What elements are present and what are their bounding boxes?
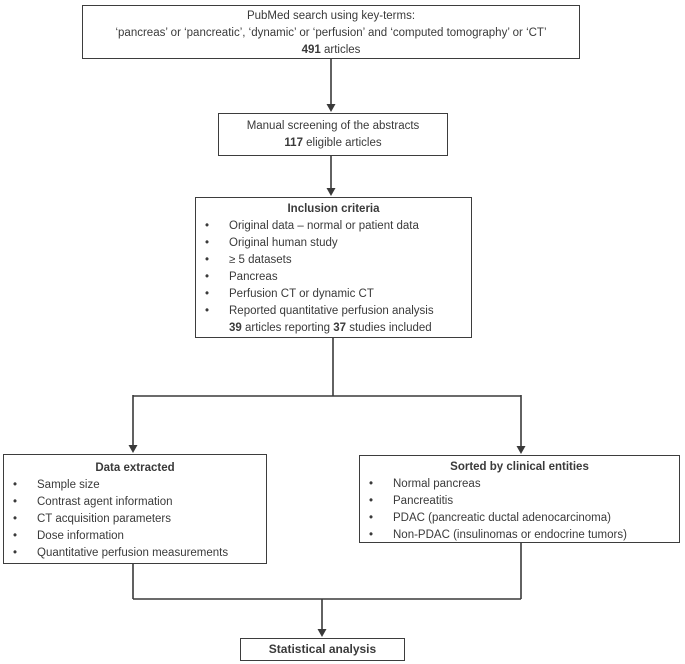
list-item-label: Normal pancreas xyxy=(393,478,481,490)
statistical-analysis-title: Statistical analysis xyxy=(268,642,377,656)
included-study-count: 37 xyxy=(333,322,346,334)
bullet-icon: • xyxy=(13,530,18,542)
list-item xyxy=(4,511,266,528)
list-item xyxy=(196,235,471,252)
list-item-label: Contrast agent information xyxy=(37,496,173,508)
data-extracted-box xyxy=(3,454,267,564)
included-article-count: 39 xyxy=(229,322,242,334)
bullet-icon: • xyxy=(205,220,210,232)
inclusion-result-line xyxy=(229,320,471,337)
inclusion-result-suffix: studies included xyxy=(346,322,432,334)
list-item xyxy=(4,528,266,545)
inclusion-criteria-box xyxy=(195,197,472,338)
bullet-icon: • xyxy=(205,237,210,249)
manual-screening-count-line xyxy=(219,135,447,152)
inclusion-criteria-title: Inclusion criteria xyxy=(287,203,380,215)
list-item-label: Pancreatitis xyxy=(393,495,454,507)
data-extracted-list xyxy=(4,477,266,562)
list-item-label: Dose information xyxy=(37,530,124,542)
bullet-icon: • xyxy=(369,495,374,507)
pubmed-article-count: 491 xyxy=(301,44,321,56)
pubmed-search-count-line xyxy=(83,42,579,59)
bullet-icon: • xyxy=(13,479,18,491)
pubmed-article-count-suffix: articles xyxy=(320,44,361,56)
list-item xyxy=(360,493,679,510)
bullet-icon: • xyxy=(13,547,18,559)
list-item-label: Quantitative perfusion measurements xyxy=(37,547,229,559)
manual-screening-box xyxy=(218,113,448,156)
list-item-label: Sample size xyxy=(37,479,100,491)
pubmed-search-box xyxy=(82,5,580,59)
bullet-icon: • xyxy=(205,254,210,266)
pubmed-search-line1: PubMed search using key-terms: xyxy=(246,10,416,22)
list-item xyxy=(4,494,266,511)
arrowhead-screening-to-inclusion xyxy=(327,188,336,196)
inclusion-criteria-list xyxy=(196,218,471,320)
list-item-label: Original data – normal or patient data xyxy=(229,220,419,232)
list-item-label: Perfusion CT or dynamic CT xyxy=(229,288,374,300)
eligible-article-count-suffix: eligible articles xyxy=(302,137,382,149)
bullet-icon: • xyxy=(13,513,18,525)
bullet-icon: • xyxy=(369,478,374,490)
eligible-article-count: 117 xyxy=(284,137,303,149)
bullet-icon: • xyxy=(205,288,210,300)
inclusion-result-mid: articles reporting xyxy=(241,322,334,334)
list-item xyxy=(196,218,471,235)
bullet-icon: • xyxy=(205,305,210,317)
manual-screening-line1: Manual screening of the abstracts xyxy=(246,120,420,132)
list-item xyxy=(196,252,471,269)
list-item-label: Pancreas xyxy=(229,271,278,283)
list-item-label: Non-PDAC (insulinomas or endocrine tumors) xyxy=(393,529,627,541)
list-item xyxy=(196,303,471,320)
list-item xyxy=(360,527,679,544)
list-item-label: Reported quantitative perfusion analysis xyxy=(229,305,434,317)
bullet-icon: • xyxy=(369,512,374,524)
sorted-entities-list xyxy=(360,476,679,544)
sorted-by-clinical-entities-box xyxy=(359,455,680,543)
arrowhead-pubmed-to-screening xyxy=(327,104,336,112)
bullet-icon: • xyxy=(13,496,18,508)
bullet-icon: • xyxy=(205,271,210,283)
pubmed-search-keyterms: ‘pancreas’ or ‘pancreatic’, ‘dynamic’ or ‘perfusion’ and ‘computed tomography’ or ‘CT’ xyxy=(115,27,547,39)
statistical-analysis-box xyxy=(240,638,405,661)
list-item xyxy=(4,477,266,494)
list-item xyxy=(360,510,679,527)
list-item xyxy=(4,545,266,562)
list-item xyxy=(196,269,471,286)
bullet-icon: • xyxy=(369,529,374,541)
list-item-label: PDAC (pancreatic ductal adenocarcinoma) xyxy=(393,512,611,524)
list-item-label: CT acquisition parameters xyxy=(37,513,172,525)
list-item-label: ≥ 5 datasets xyxy=(229,254,292,266)
data-extracted-title: Data extracted xyxy=(95,462,175,474)
arrowhead-merge-to-statistical xyxy=(318,629,327,637)
list-item xyxy=(196,286,471,303)
sorted-entities-title: Sorted by clinical entities xyxy=(450,461,589,473)
list-item xyxy=(360,476,679,493)
arrowhead-split-to-sorted xyxy=(517,446,526,454)
arrowhead-split-to-extracted xyxy=(129,445,138,453)
list-item-label: Original human study xyxy=(229,237,338,249)
